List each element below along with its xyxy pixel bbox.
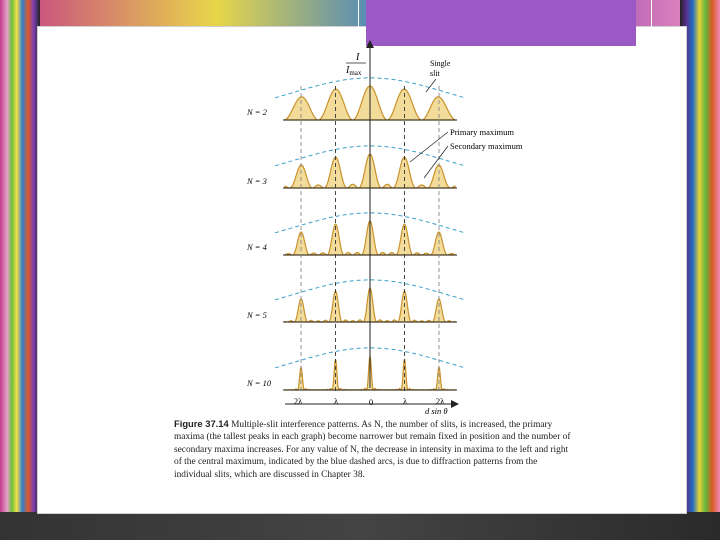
row-label-n10: N = 10 [247,378,272,388]
single-slit-label-2: slit [430,69,440,78]
secondary-maximum-label: Secondary maximum [450,141,523,151]
figure-caption [174,418,574,481]
axis-label-i: I [356,52,360,63]
x-tick-pos1: λ [402,396,408,406]
single-slit-label-1: Single [430,59,451,68]
caption-text: Multiple-slit interference patterns. As N, the number of slits, is increased, the primary maxima (the tallest peaks in each graph) become narrower but remain fixed in position and the number of secondary maxima increases. For any value of N, the decrease in intensity in maxima to the left and right of the central maximum, indicated by the blue dashed arcs, is due to diffraction patterns from the individual slits, which are discussed in Chapter 38. [174,420,571,480]
row-label-n5: N = 5 [247,310,267,320]
row-label-n2: N = 2 [247,107,267,117]
x-axis-label: d sin θ [425,406,448,416]
primary-maximum-label: Primary maximum [450,127,514,137]
x-tick-neg1: λ [333,396,339,406]
x-tick-pos2: 2λ [435,396,445,406]
x-tick-zero: 0 [368,397,374,407]
primary-pointer [410,132,448,162]
caption-figure-number: Figure 37.14 [174,418,229,429]
single-slit-pointer [426,79,436,92]
axis-label-imax: $I_{max}$ [346,65,362,77]
row-label-n4: N = 4 [247,242,267,252]
row-label-n3: N = 3 [247,176,267,186]
x-tick-neg2: 2λ [293,396,303,406]
